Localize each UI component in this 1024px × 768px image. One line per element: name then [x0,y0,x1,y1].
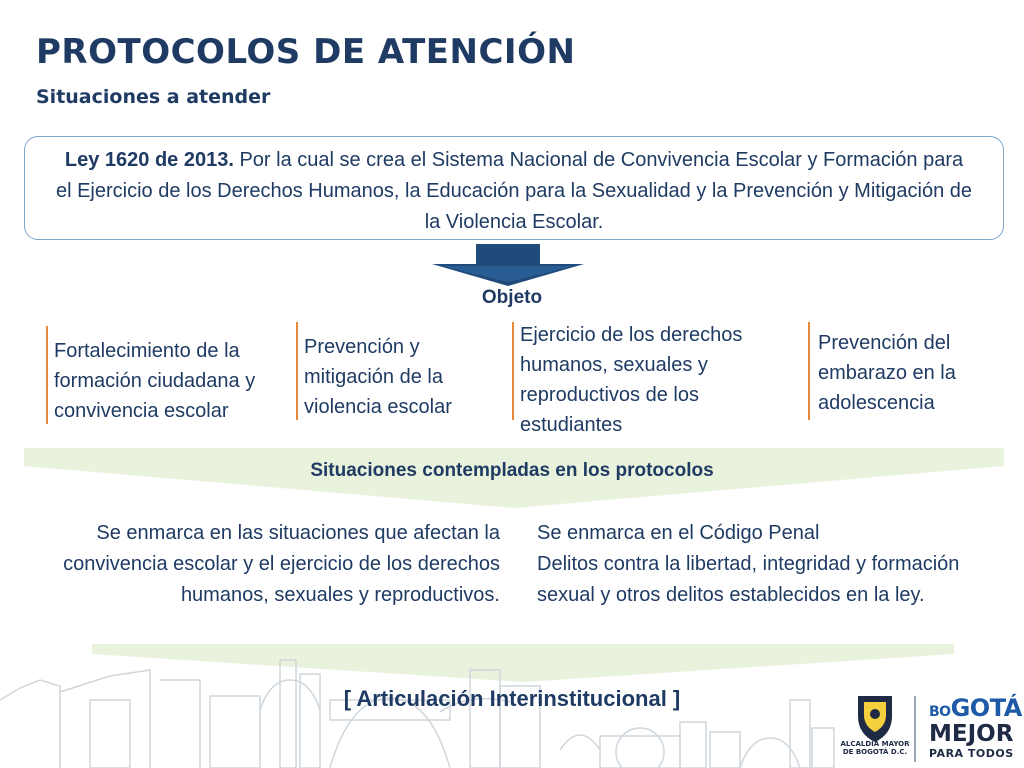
objective-item: Prevención y mitigación de la violencia escolar [304,336,452,418]
bogota-brand-mejor: MEJOR [929,721,1014,747]
page-title: PROTOCOLOS DE ATENCIÓN [36,32,576,72]
alcaldia-logo-text: ALCALDÍA MAYOR DE BOGOTÁ D.C. [840,740,910,756]
situation-penal-line1: Se enmarca en el Código Penal [537,522,820,544]
bogota-brand-tagline: PARA TODOS [929,747,1014,760]
page-subtitle: Situaciones a atender [36,86,271,108]
law-description: Por la cual se crea el Sistema Nacional de Convivencia Escolar y Formación para el Ejercicio de los Derechos Humanos, la Educación para la Sexualidad y la Prevención y Mitigación de la Violencia Escolar. [55,149,973,233]
down-arrow-icon [432,244,584,288]
law-name: Ley 1620 de 2013. [64,149,234,171]
articulacion-label: [ Articulación Interinstitucional ] [343,686,681,711]
objective-item: Ejercicio de los derechos humanos, sexuales y reproductivos de los estudiantes [520,324,743,436]
situation-penal-line2: Delitos contra la libertad, integridad y formación sexual y otros delitos establecidos en la ley. [537,553,960,606]
situation-penal [537,518,987,611]
law-description-box [24,136,1004,240]
situation-school: Se enmarca en las situaciones que afectan la convivencia escolar y el ejercicio de los derechos humanos, sexuales y reproductivos. [63,522,500,606]
bogota-brand-logo: BOGOTÁ [929,694,1022,722]
objective-item: Prevención del embarazo en la adolescencia [818,332,956,414]
objeto-label: Objeto [481,287,543,308]
situaciones-title: Situaciones contempladas en los protocolos [310,460,714,481]
objective-item: Fortalecimiento de la formación ciudadana y convivencia escolar [54,340,256,422]
